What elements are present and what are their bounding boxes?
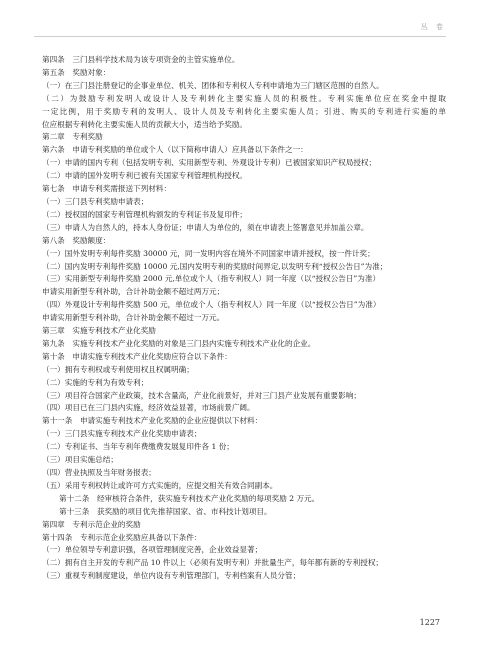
header-rule (34, 36, 446, 37)
text-line: 第十二条 经审核符合条件，获实施专利技术产业化奖励的每项奖励 2 万元。 (59, 493, 320, 503)
text-line: （二）国内发明专利每件奖励 10000 元,国内发明专利的奖励时间界定,以发明专利“授权公告日”为准； (42, 261, 388, 271)
text-line: 第七条 申请专利奖需报送下列材料： (42, 184, 172, 194)
text-line: （四）外观设计专利每件奖励 500 元，单位或个人（指专利权人）同一年度（以“授权公告日”为准） (42, 300, 381, 310)
text-line: （一）在三门县注册登记的企事业单位、机关、团体和专利权人专利申请地为三门辖区范围的自然人。 (42, 80, 384, 90)
text-line: （二）申请的国外发明专利已被有关国家专利管理机构授权。 (42, 171, 248, 181)
page-number: 1227 (419, 618, 440, 627)
text-line: 第六条 申请专利奖励的单位或个人（以下简称申请人）应具备以下条件之一： (42, 145, 308, 155)
text-line: （三）实用新型专利每件奖励 2000 元,单位或个人（指专利权人）同一年度（以“授权公告日”为准） (42, 274, 381, 284)
text-line: （三）重视专利制度建设，单位内设有专利管理部门，专利档案有人员分管； (42, 571, 301, 581)
body-text (42, 54, 446, 583)
text-line: 第四章 专利示范企业的奖励 (42, 519, 141, 529)
text-line: 申请实用新型专利补助，合计补助金额不超过一万元。 (42, 313, 225, 323)
text-line: 申请实用新型专利补助，合计补助金额不超过两万元； (42, 287, 225, 297)
text-line: （二）拥有自主开发的专利产品 10 件以上（必须有发明专利）并批量生产，每年都有新的专利授权； (42, 558, 384, 568)
text-line: 一定比例，用于奖励专利的发明人、设计人员及专利转化主要实施人员；引进、购买的专利进行实施的单 (42, 106, 446, 116)
text-line: 第三章 实施专利技术产业化奖励 (42, 326, 156, 336)
text-line: 位应根据专利转化主要实施人员的贡献大小，适当给予奖励。 (42, 119, 248, 129)
text-line: 第四条 三门县科学技术局为该专项资金的主管实施单位。 (42, 55, 240, 64)
text-line: （四）项目已在三门县内实施，经济效益显著，市场前景广阔。 (42, 403, 255, 413)
text-line: （一）三门县专利奖励申请表； (42, 196, 149, 206)
text-line: （二）授权国的国家专利管理机构颁发的专利证书及复印件； (42, 209, 248, 219)
text-line: （四）营业执照及当年财务报表； (42, 468, 156, 477)
text-line: （三）项目符合国家产业政策，技术含量高，产业化前景好，并对三门县产业发展有重要影响； (42, 390, 361, 400)
text-line: 第九条 实施专利技术产业化奖励的对象是三门县内实施专利技术产业化的企业。 (42, 338, 316, 348)
text-line: （二）为鼓励专利发明人或设计人及专利转化主要实施人员的积极性。专利实施单位应在奖金中提取 (42, 93, 446, 103)
text-line: （一）国外发明专利每件奖励 30000 元，同一发明内容在境外不同国家申请并授权，按一件计奖； (42, 248, 375, 258)
running-header: 丛 卷 (420, 23, 446, 31)
text-line: 第十条 申请实施专利技术产业化奖励应符合以下条件： (42, 351, 232, 361)
text-line: （一）单位领导专利意识强，各项管理制度完善，企业效益显著； (42, 545, 263, 555)
text-line: （一）三门县实施专利技术产业化奖励申请表； (42, 429, 202, 439)
text-line: （二）实施的专利为有效专利； (42, 377, 149, 387)
text-line: 第五条 奖励对象： (42, 67, 111, 77)
text-line: （二）专利证书、当年专利年费缴费发展复印件各 1 份； (42, 442, 234, 452)
text-line: （三）申请人为自然人的，持本人身份证；申请人为单位的，须在申请表上签署意见并加盖公章。 (42, 222, 369, 232)
text-line: 第十一条 申请实施专利技术产业化奖励的企业应提供以下材料： (42, 416, 263, 426)
text-line: 第八条 奖励额度： (42, 235, 111, 245)
text-line: 第十三条 获奖励的项目优先推荐国家、省、市科技计划项目。 (59, 506, 272, 516)
text-line: （一）拥有专利权或专利使用权且权属明确； (42, 364, 194, 374)
text-line: （三）项目实施总结； (42, 455, 118, 465)
text-line: 第十四条 专利示范企业奖励应具备以下条件： (42, 532, 202, 542)
text-line: （五）采用专利权转让或许可方式实施的，应提交相关有效合同副本。 (42, 480, 278, 490)
text-line: （一）申请的国内专利（包括发明专利、实用新型专利、外观设计专利）已被国家知识产权局授权； (42, 158, 377, 168)
text-line: 第二章 专利奖励 (42, 132, 103, 142)
